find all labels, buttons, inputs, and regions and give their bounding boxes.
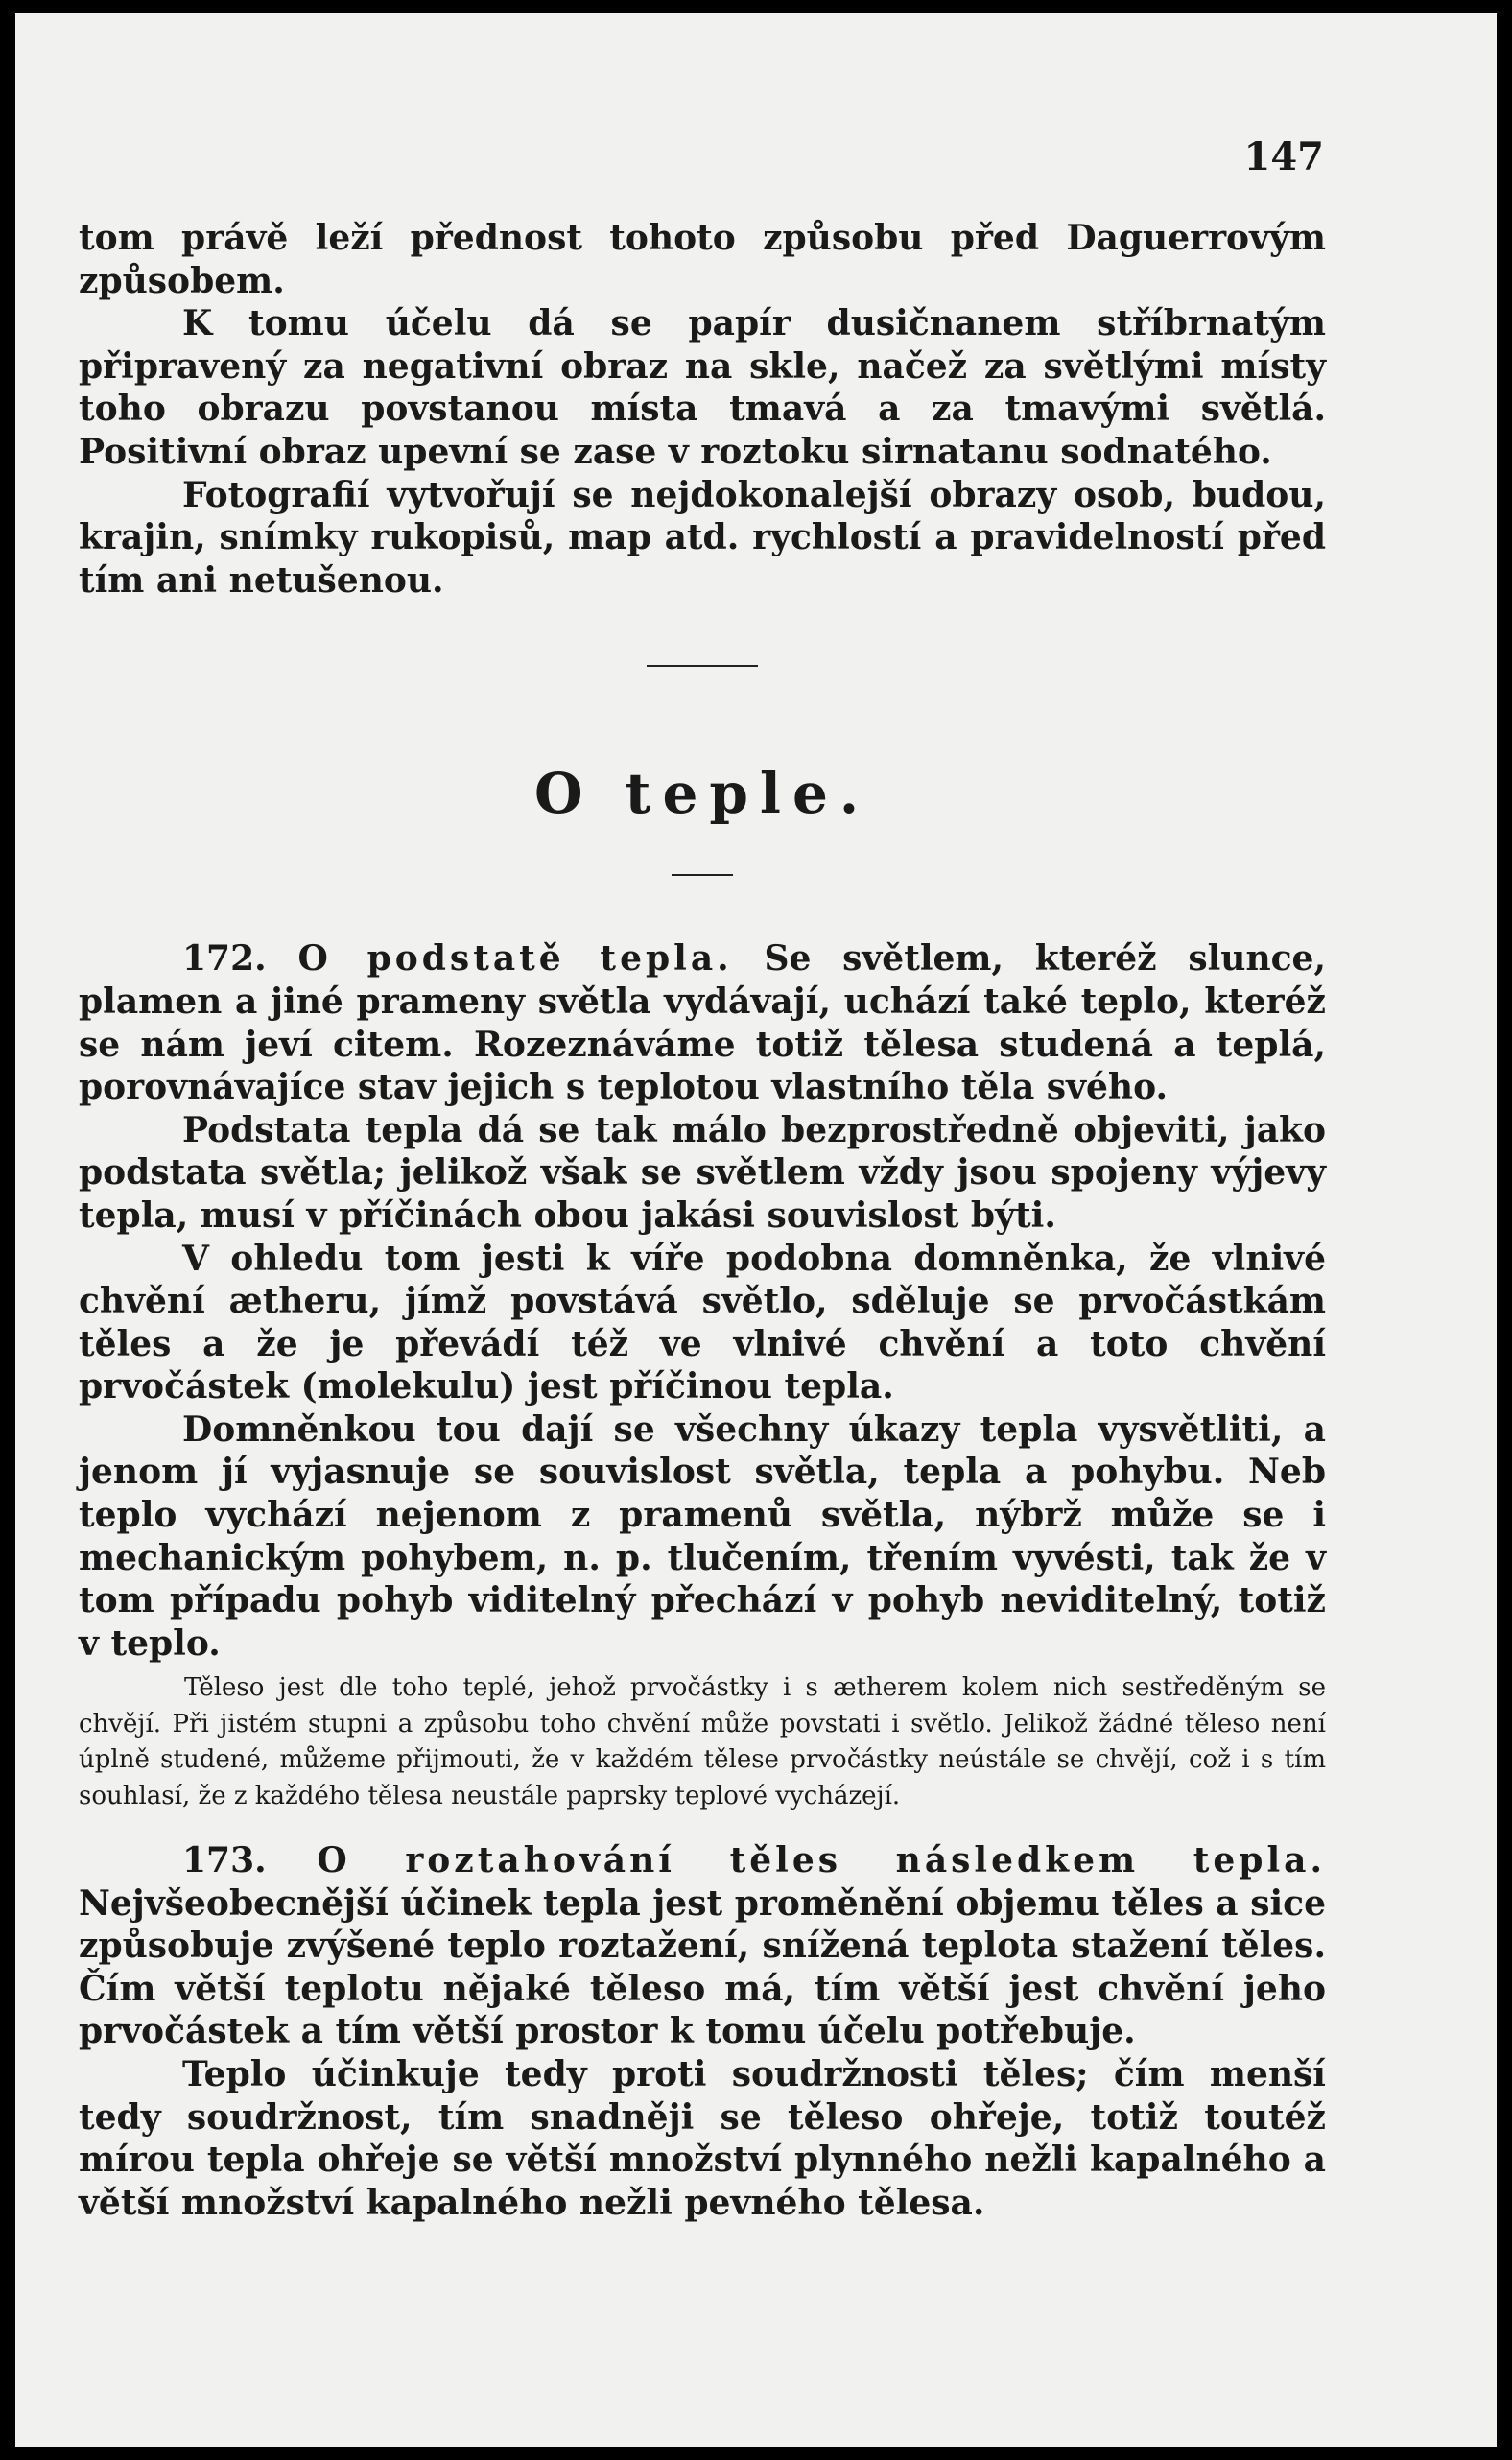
footnote-block xyxy=(79,1670,1326,1814)
section-number: 173. xyxy=(182,1840,267,1881)
section-173-lead xyxy=(79,1839,1326,2053)
page-number: 147 xyxy=(1243,134,1324,179)
page-content xyxy=(79,217,1326,2224)
divider-rule xyxy=(672,874,733,876)
section-173-lead-text: Nejvšeobecnější účinek tepla jest proměnění objemu těles a sice způsobuje zvýšené teplo roztažení, snížená teplota stažení těles. Čím větší teplotu nějaké těleso má, tím větší jest chvění jeho prvočástek a tím větší prostor k tomu účelu potřebuje. xyxy=(79,1882,1326,2052)
intro-paragraph-1: tom právě leží přednost tohoto způsobu před Daguerrovým způsobem. xyxy=(79,218,1326,301)
intro-paragraph-3: Fotografií vytvořují se nejdokonalejší obrazy osob, budou, krajin, snímky rukopisů, map atd. rychlostí a pravidelností před tím ani netušenou. xyxy=(79,474,1326,601)
book-page xyxy=(15,13,1497,2447)
divider-rule xyxy=(647,665,758,667)
section-172-lead-text: Se světlem, kteréž slunce, plamen a jiné prameny světla vydávají, uchází také teplo, kteréž se nám jeví citem. Rozeznáváme totiž tělesa studená a teplá, porovnávajíce stav jejich s teplotou vlastního těla svého. xyxy=(79,938,1326,1108)
intro-paragraph-2: K tomu účelu dá se papír dusičnanem stříbrnatým připravený za negativní obraz na skle, načež za světlými místy toho obrazu povstanou místa tmavá a za tmavými světlá. Positivní obraz upevní se zase v roztoku sirnatanu sodnatého. xyxy=(79,303,1326,472)
chapter-heading: O teple. xyxy=(533,761,871,827)
section-number: 172. xyxy=(182,938,267,980)
section-172-paragraph-3: Domněnkou tou dají se všechny úkazy tepla vysvětliti, a jenom jí vyjasnuje se souvislost světla, tepla a pohybu. Neb teplo vychází nejenom z pramenů světla, nýbrž může se i mechanickým pohybem, n. p. tlučením, třením vyvésti, tak že v tom případu pohyb viditelný přechází v pohyb neviditelný, totiž v teplo. xyxy=(79,1408,1326,1664)
section-title: O roztahování těles následkem tepla. xyxy=(317,1840,1326,1881)
section-172-paragraph-1: Podstata tepla dá se tak málo bezprostředně objeviti, jako podstata světla; jelikož však se světlem vždy jsou spojeny výjevy tepla, musí v příčinách obou jakási souvislost býti. xyxy=(79,1109,1326,1236)
section-title: O podstatě tepla. xyxy=(297,938,733,980)
section-172-paragraph-2: V ohledu tom jesti k víře podobna domněnka, že vlnivé chvění ætheru, jímž povstává světlo, sděluje se prvočástkám těles a že je převádí též ve vlnivé chvění a toto chvění prvočástek (molekulu) jest příčinou tepla. xyxy=(79,1238,1326,1407)
section-172-note: Těleso jest dle toho teplé, jehož prvočástky i s ætherem kolem nich sestředěným se chvějí. Při jistém stupni a způsobu toho chvění může povstati i světlo. Jelikož žádné těleso není úplně studené, můžeme přijmouti, že v každém tělese prvočástky neústále se chvějí, což i s tím souhlasí, že z každého tělesa neustále paprsky teplové vycházejí. xyxy=(79,1673,1326,1810)
section-173-paragraph-1: Teplo účinkuje tedy proti soudržnosti těles; čím menší tedy soudržnost, tím snadněji se těleso ohřeje, totiž toutéž mírou tepla ohřeje se větší množství plynného nežli kapalného a větší množství kapalného nežli pevného tělesa. xyxy=(79,2054,1326,2223)
section-172-lead xyxy=(79,937,1326,1108)
